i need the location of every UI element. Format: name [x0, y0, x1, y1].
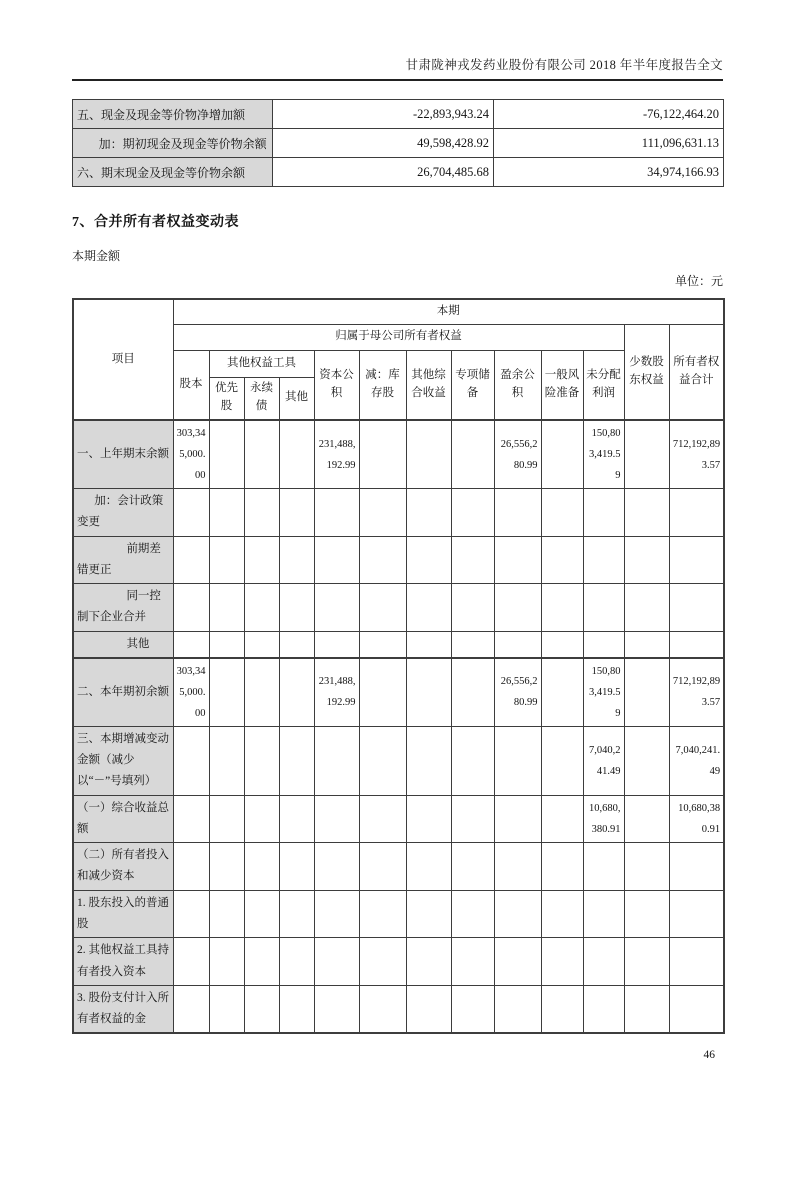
equity-cell-surplus-reserve: [494, 584, 541, 632]
equity-cell-capital-reserve: [314, 489, 359, 537]
equity-cell-treasury: [359, 795, 406, 843]
col-header-minority-interest: 少数股东权益: [624, 324, 669, 420]
cash-table-row: [73, 158, 724, 187]
col-header-other-equity-instruments: 其他权益工具: [209, 350, 314, 377]
equity-cell-surplus-reserve: 26,556,280.99: [494, 420, 541, 489]
equity-cell-undistributed: [583, 890, 624, 938]
cash-row-label: 六、期末现金及现金等价物余额: [73, 158, 273, 187]
equity-cell-general-risk: [541, 938, 583, 986]
equity-table-row: [73, 726, 724, 795]
equity-cell-share-capital: [173, 843, 209, 891]
equity-cell-share-capital: [173, 890, 209, 938]
equity-table-row: [73, 890, 724, 938]
col-header-perpetual-bonds: 永续债: [244, 377, 279, 420]
equity-cell-perpetual: [244, 420, 279, 489]
equity-cell-total: [669, 584, 724, 632]
equity-row-label: （二）所有者投入和减少资本: [73, 843, 173, 891]
equity-cell-preferred: [209, 726, 244, 795]
equity-table-row: [73, 584, 724, 632]
section-title: 7、合并所有者权益变动表: [72, 215, 239, 230]
equity-cell-share-capital: [173, 938, 209, 986]
equity-cell-general-risk: [541, 890, 583, 938]
col-header-undistributed-profit: 未分配利润: [583, 350, 624, 420]
equity-cell-oci: [406, 843, 451, 891]
equity-cell-share-capital: [173, 536, 209, 584]
equity-cell-oci: [406, 985, 451, 1033]
equity-cell-general-risk: [541, 631, 583, 658]
equity-cell-oci: [406, 420, 451, 489]
equity-cell-total: [669, 489, 724, 537]
equity-cell-other-instr: [279, 726, 314, 795]
equity-row-label: 三、本期增减变动金额（减少以“－”号填列）: [73, 726, 173, 795]
equity-cell-minority: [624, 938, 669, 986]
equity-cell-capital-reserve: [314, 536, 359, 584]
equity-cell-treasury: [359, 726, 406, 795]
cash-row-label: 五、现金及现金等价物净增加额: [73, 100, 273, 129]
period-amount-label: 本期金额: [72, 249, 121, 263]
equity-cell-surplus-reserve: [494, 726, 541, 795]
unit-label: 单位：元: [674, 274, 723, 288]
equity-cell-capital-reserve: [314, 938, 359, 986]
equity-cell-general-risk: [541, 489, 583, 537]
equity-cell-minority: [624, 584, 669, 632]
equity-row-label: 同一控制下企业合并: [73, 584, 173, 632]
col-header-period: 本期: [173, 299, 724, 324]
equity-table-row: [73, 631, 724, 658]
header-rule: [72, 79, 723, 81]
equity-cell-total: 10,680,380.91: [669, 795, 724, 843]
equity-cell-treasury: [359, 489, 406, 537]
equity-change-table: [72, 298, 725, 1034]
equity-cell-undistributed: [583, 584, 624, 632]
equity-cell-oci: [406, 726, 451, 795]
equity-cell-preferred: [209, 420, 244, 489]
equity-cell-other-instr: [279, 584, 314, 632]
equity-table-row: [73, 420, 724, 489]
equity-cell-total: [669, 843, 724, 891]
equity-cell-special-reserve: [451, 795, 494, 843]
equity-cell-total: [669, 631, 724, 658]
equity-row-label: 前期差错更正: [73, 536, 173, 584]
equity-cell-surplus-reserve: [494, 890, 541, 938]
cash-current-period-value: 49,598,428.92: [273, 129, 494, 158]
cash-row-label: 加：期初现金及现金等价物余额: [73, 129, 273, 158]
equity-cell-total: [669, 985, 724, 1033]
equity-table-row: [73, 795, 724, 843]
equity-cell-treasury: [359, 631, 406, 658]
equity-cell-perpetual: [244, 938, 279, 986]
equity-cell-perpetual: [244, 726, 279, 795]
equity-cell-undistributed: 10,680,380.91: [583, 795, 624, 843]
equity-cell-preferred: [209, 843, 244, 891]
equity-cell-oci: [406, 584, 451, 632]
equity-cell-other-instr: [279, 489, 314, 537]
equity-cell-other-instr: [279, 985, 314, 1033]
equity-cell-preferred: [209, 584, 244, 632]
equity-cell-treasury: [359, 658, 406, 727]
equity-cell-capital-reserve: [314, 726, 359, 795]
equity-cell-treasury: [359, 890, 406, 938]
equity-cell-preferred: [209, 489, 244, 537]
equity-cell-minority: [624, 658, 669, 727]
equity-cell-general-risk: [541, 584, 583, 632]
equity-cell-perpetual: [244, 843, 279, 891]
col-header-item: 项目: [73, 299, 173, 420]
equity-cell-minority: [624, 420, 669, 489]
equity-cell-capital-reserve: [314, 631, 359, 658]
equity-cell-total: 712,192,893.57: [669, 420, 724, 489]
equity-cell-other-instr: [279, 890, 314, 938]
equity-cell-minority: [624, 843, 669, 891]
equity-cell-other-instr: [279, 420, 314, 489]
equity-table-row: [73, 938, 724, 986]
equity-cell-capital-reserve: [314, 985, 359, 1033]
equity-cell-general-risk: [541, 536, 583, 584]
equity-cell-oci: [406, 938, 451, 986]
equity-cell-surplus-reserve: [494, 843, 541, 891]
equity-row-label: 2. 其他权益工具持有者投入资本: [73, 938, 173, 986]
equity-table-row: [73, 843, 724, 891]
cash-table-row: [73, 100, 724, 129]
equity-cell-capital-reserve: 231,488,192.99: [314, 658, 359, 727]
equity-cell-special-reserve: [451, 420, 494, 489]
equity-cell-capital-reserve: 231,488,192.99: [314, 420, 359, 489]
equity-cell-treasury: [359, 938, 406, 986]
equity-cell-treasury: [359, 985, 406, 1033]
equity-cell-oci: [406, 795, 451, 843]
equity-cell-special-reserve: [451, 938, 494, 986]
equity-cell-capital-reserve: [314, 584, 359, 632]
col-header-total-equity: 所有者权益合计: [669, 324, 724, 420]
equity-cell-perpetual: [244, 658, 279, 727]
equity-cell-preferred: [209, 985, 244, 1033]
equity-cell-capital-reserve: [314, 843, 359, 891]
equity-cell-general-risk: [541, 726, 583, 795]
equity-cell-total: [669, 938, 724, 986]
equity-cell-total: [669, 890, 724, 938]
equity-row-label: （一）综合收益总额: [73, 795, 173, 843]
equity-header-row-1: [73, 299, 724, 324]
equity-cell-perpetual: [244, 985, 279, 1033]
equity-cell-special-reserve: [451, 985, 494, 1033]
equity-cell-share-capital: 303,345,000.00: [173, 420, 209, 489]
equity-cell-capital-reserve: [314, 890, 359, 938]
col-header-preferred-shares: 优先股: [209, 377, 244, 420]
equity-cell-surplus-reserve: [494, 985, 541, 1033]
cash-current-period-value: 26,704,485.68: [273, 158, 494, 187]
equity-cell-perpetual: [244, 795, 279, 843]
equity-cell-share-capital: [173, 985, 209, 1033]
col-header-capital-reserve: 资本公积: [314, 350, 359, 420]
cash-flow-table: [72, 99, 724, 187]
equity-cell-other-instr: [279, 658, 314, 727]
equity-cell-treasury: [359, 420, 406, 489]
equity-cell-surplus-reserve: 26,556,280.99: [494, 658, 541, 727]
equity-cell-oci: [406, 631, 451, 658]
equity-cell-undistributed: [583, 843, 624, 891]
equity-cell-special-reserve: [451, 726, 494, 795]
equity-cell-share-capital: [173, 631, 209, 658]
equity-cell-preferred: [209, 536, 244, 584]
col-header-oci: 其他综合收益: [406, 350, 451, 420]
document-page: [72, 55, 723, 1061]
equity-cell-special-reserve: [451, 536, 494, 584]
equity-cell-surplus-reserve: [494, 536, 541, 584]
equity-cell-other-instr: [279, 536, 314, 584]
equity-cell-minority: [624, 631, 669, 658]
col-header-share-capital: 股本: [173, 350, 209, 420]
equity-cell-treasury: [359, 843, 406, 891]
equity-cell-share-capital: [173, 489, 209, 537]
equity-cell-oci: [406, 489, 451, 537]
equity-cell-special-reserve: [451, 631, 494, 658]
equity-cell-perpetual: [244, 890, 279, 938]
equity-cell-undistributed: [583, 631, 624, 658]
page-header-title: 甘肃陇神戎发药业股份有限公司 2018 年半年度报告全文: [405, 58, 723, 72]
equity-cell-preferred: [209, 631, 244, 658]
equity-cell-total: 7,040,241.49: [669, 726, 724, 795]
equity-cell-other-instr: [279, 843, 314, 891]
equity-cell-other-instr: [279, 631, 314, 658]
equity-cell-preferred: [209, 890, 244, 938]
equity-cell-general-risk: [541, 658, 583, 727]
equity-table-row: [73, 489, 724, 537]
col-header-general-risk-reserve: 一般风险准备: [541, 350, 583, 420]
equity-cell-perpetual: [244, 584, 279, 632]
equity-cell-preferred: [209, 938, 244, 986]
equity-cell-capital-reserve: [314, 795, 359, 843]
equity-cell-total: 712,192,893.57: [669, 658, 724, 727]
cash-current-period-value: -22,893,943.24: [273, 100, 494, 129]
cash-prior-period-value: 111,096,631.13: [494, 129, 724, 158]
equity-row-label: 加：会计政策变更: [73, 489, 173, 537]
equity-cell-minority: [624, 726, 669, 795]
equity-cell-share-capital: [173, 584, 209, 632]
equity-cell-total: [669, 536, 724, 584]
equity-cell-oci: [406, 890, 451, 938]
cash-table-row: [73, 129, 724, 158]
equity-cell-undistributed: 150,803,419.59: [583, 658, 624, 727]
equity-row-label: 1. 股东投入的普通股: [73, 890, 173, 938]
equity-cell-share-capital: 303,345,000.00: [173, 658, 209, 727]
equity-cell-minority: [624, 890, 669, 938]
col-header-other-instruments: 其他: [279, 377, 314, 420]
equity-cell-general-risk: [541, 843, 583, 891]
equity-cell-undistributed: [583, 938, 624, 986]
equity-cell-treasury: [359, 584, 406, 632]
equity-cell-undistributed: 150,803,419.59: [583, 420, 624, 489]
equity-cell-undistributed: [583, 536, 624, 584]
equity-cell-preferred: [209, 795, 244, 843]
equity-cell-surplus-reserve: [494, 938, 541, 986]
equity-cell-oci: [406, 536, 451, 584]
equity-cell-general-risk: [541, 795, 583, 843]
equity-cell-minority: [624, 985, 669, 1033]
equity-cell-oci: [406, 658, 451, 727]
equity-cell-surplus-reserve: [494, 489, 541, 537]
col-header-special-reserve: 专项储备: [451, 350, 494, 420]
equity-cell-undistributed: 7,040,241.49: [583, 726, 624, 795]
equity-cell-minority: [624, 795, 669, 843]
cash-prior-period-value: -76,122,464.20: [494, 100, 724, 129]
equity-row-label: 二、本年期初余额: [73, 658, 173, 727]
equity-cell-perpetual: [244, 489, 279, 537]
equity-cell-treasury: [359, 536, 406, 584]
equity-cell-perpetual: [244, 536, 279, 584]
equity-cell-special-reserve: [451, 584, 494, 632]
equity-cell-surplus-reserve: [494, 631, 541, 658]
col-header-surplus-reserve: 盈余公积: [494, 350, 541, 420]
equity-cell-other-instr: [279, 795, 314, 843]
equity-row-label: 一、上年期末余额: [73, 420, 173, 489]
equity-table-row: [73, 536, 724, 584]
equity-cell-surplus-reserve: [494, 795, 541, 843]
equity-cell-minority: [624, 536, 669, 584]
col-header-treasury-shares: 减：库存股: [359, 350, 406, 420]
equity-cell-preferred: [209, 658, 244, 727]
equity-cell-perpetual: [244, 631, 279, 658]
equity-cell-undistributed: [583, 489, 624, 537]
page-number: 46: [703, 1049, 715, 1062]
equity-cell-share-capital: [173, 795, 209, 843]
col-header-parent-equity: 归属于母公司所有者权益: [173, 324, 624, 350]
equity-cell-special-reserve: [451, 658, 494, 727]
equity-cell-share-capital: [173, 726, 209, 795]
equity-table-row: [73, 985, 724, 1033]
equity-cell-special-reserve: [451, 843, 494, 891]
equity-row-label: 其他: [73, 631, 173, 658]
equity-cell-other-instr: [279, 938, 314, 986]
equity-cell-special-reserve: [451, 489, 494, 537]
equity-row-label: 3. 股份支付计入所有者权益的金: [73, 985, 173, 1033]
equity-table-row: [73, 658, 724, 727]
equity-cell-undistributed: [583, 985, 624, 1033]
equity-cell-general-risk: [541, 985, 583, 1033]
equity-cell-special-reserve: [451, 890, 494, 938]
cash-prior-period-value: 34,974,166.93: [494, 158, 724, 187]
equity-cell-minority: [624, 489, 669, 537]
equity-cell-general-risk: [541, 420, 583, 489]
